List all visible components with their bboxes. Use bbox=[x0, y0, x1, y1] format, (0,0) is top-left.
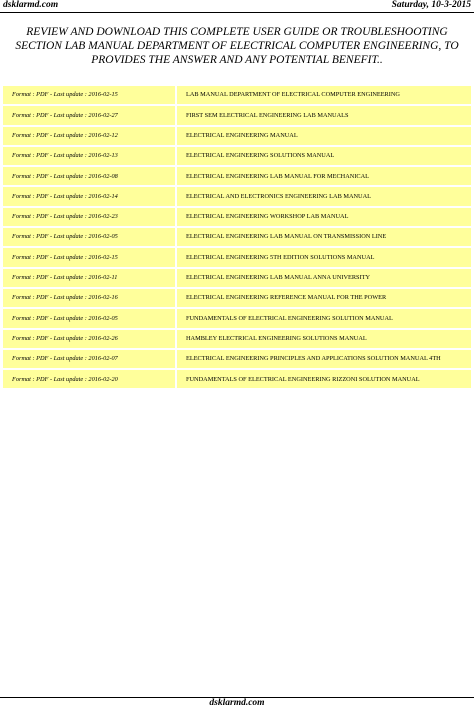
document-title-link[interactable]: FUNDAMENTALS OF ELECTRICAL ENGINEERING RIZZONI SOLUTION MANUAL bbox=[177, 370, 471, 388]
footer-site-name: dsklarmd.com bbox=[209, 698, 265, 708]
document-row bbox=[3, 289, 471, 307]
page-header bbox=[0, 0, 474, 14]
document-row bbox=[3, 370, 471, 388]
document-meta: Format : PDF - Last update : 2016-02-07 bbox=[3, 350, 175, 368]
document-row bbox=[3, 106, 471, 124]
header-date: Saturday, 10-3-2015 bbox=[391, 0, 471, 10]
header-site-name: dsklarmd.com bbox=[3, 0, 59, 10]
document-title-link[interactable]: ELECTRICAL ENGINEERING LAB MANUAL ON TRANSMISSION LINE bbox=[177, 228, 471, 246]
document-title-link[interactable]: ELECTRICAL ENGINEERING REFERENCE MANUAL FOR THE POWER bbox=[177, 289, 471, 307]
document-title-link[interactable]: ELECTRICAL ENGINEERING MANUAL bbox=[177, 127, 471, 145]
header-divider bbox=[0, 12, 474, 13]
document-meta: Format : PDF - Last update : 2016-02-15 bbox=[3, 248, 175, 266]
document-table bbox=[1, 84, 473, 390]
document-title-link[interactable]: ELECTRICAL ENGINEERING WORKSHOP LAB MANUAL bbox=[177, 208, 471, 226]
document-row bbox=[3, 127, 471, 145]
document-title-link[interactable]: ELECTRICAL ENGINEERING PRINCIPLES AND APPLICATIONS SOLUTION MANUAL 4TH bbox=[177, 350, 471, 368]
document-row bbox=[3, 269, 471, 287]
document-table-body bbox=[3, 86, 471, 388]
document-meta: Format : PDF - Last update : 2016-02-05 bbox=[3, 228, 175, 246]
document-meta: Format : PDF - Last update : 2016-02-05 bbox=[3, 309, 175, 327]
document-title-link[interactable]: ELECTRICAL ENGINEERING LAB MANUAL ANNA UNIVERSITY bbox=[177, 269, 471, 287]
document-meta: Format : PDF - Last update : 2016-02-14 bbox=[3, 187, 175, 205]
document-meta: Format : PDF - Last update : 2016-02-16 bbox=[3, 289, 175, 307]
document-title-link[interactable]: FIRST SEM ELECTRICAL ENGINEERING LAB MANUALS bbox=[177, 106, 471, 124]
document-meta: Format : PDF - Last update : 2016-02-12 bbox=[3, 127, 175, 145]
document-title-link[interactable]: ELECTRICAL ENGINEERING SOLUTIONS MANUAL bbox=[177, 147, 471, 165]
document-row bbox=[3, 228, 471, 246]
document-row bbox=[3, 147, 471, 165]
document-meta: Format : PDF - Last update : 2016-02-27 bbox=[3, 106, 175, 124]
document-row bbox=[3, 330, 471, 348]
document-row bbox=[3, 309, 471, 327]
document-row bbox=[3, 86, 471, 104]
document-row bbox=[3, 208, 471, 226]
document-meta: Format : PDF - Last update : 2016-02-08 bbox=[3, 167, 175, 185]
document-row bbox=[3, 187, 471, 205]
document-title-link[interactable]: LAB MANUAL DEPARTMENT OF ELECTRICAL COMPUTER ENGINEERING bbox=[177, 86, 471, 104]
document-row bbox=[3, 167, 471, 185]
document-title-link[interactable]: ELECTRICAL ENGINEERING 5TH EDITION SOLUTIONS MANUAL bbox=[177, 248, 471, 266]
document-meta: Format : PDF - Last update : 2016-02-13 bbox=[3, 147, 175, 165]
document-meta: Format : PDF - Last update : 2016-02-26 bbox=[3, 330, 175, 348]
document-meta: Format : PDF - Last update : 2016-02-11 bbox=[3, 269, 175, 287]
document-title-link[interactable]: ELECTRICAL AND ELECTRONICS ENGINEERING LAB MANUAL bbox=[177, 187, 471, 205]
document-meta: Format : PDF - Last update : 2016-02-23 bbox=[3, 208, 175, 226]
document-meta: Format : PDF - Last update : 2016-02-15 bbox=[3, 86, 175, 104]
document-title-link[interactable]: HAMBLEY ELECTRICAL ENGINEERING SOLUTIONS MANUAL bbox=[177, 330, 471, 348]
page-headline: REVIEW AND DOWNLOAD THIS COMPLETE USER GUIDE OR TROUBLESHOOTING SECTION LAB MANUAL DEPARTMENT OF ELECTRICAL COMPUTER ENGINEERING, TO PROVIDES THE ANSWER AND ANY POTENTIAL BENEFIT.. bbox=[15, 26, 459, 66]
document-row bbox=[3, 248, 471, 266]
document-meta: Format : PDF - Last update : 2016-02-20 bbox=[3, 370, 175, 388]
document-row bbox=[3, 350, 471, 368]
document-title-link[interactable]: FUNDAMENTALS OF ELECTRICAL ENGINEERING SOLUTION MANUAL bbox=[177, 309, 471, 327]
document-title-link[interactable]: ELECTRICAL ENGINEERING LAB MANUAL FOR MECHANICAL bbox=[177, 167, 471, 185]
